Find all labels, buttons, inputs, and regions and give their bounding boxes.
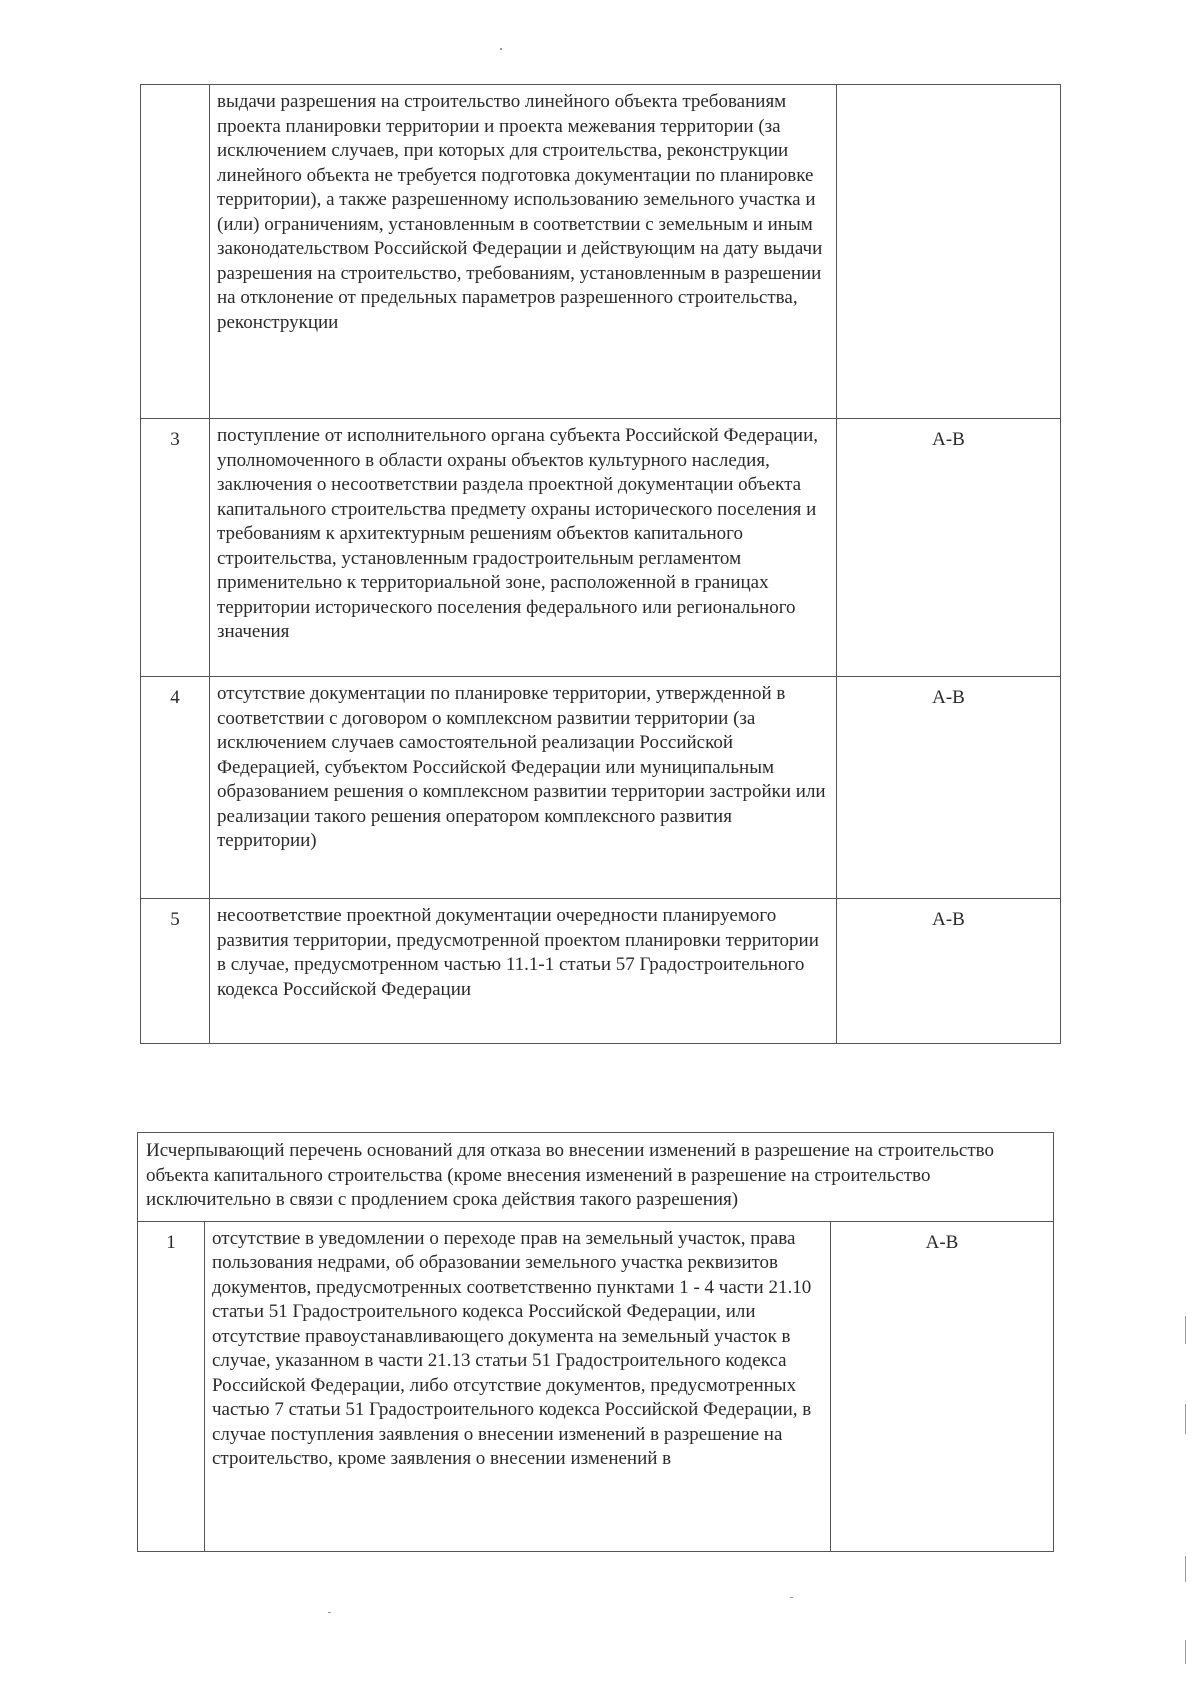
table-header: Исчерпывающий перечень оснований для отказа во внесении изменений в разрешение на строительство объекта капитального строительства (кроме внесения изменений в разрешение на строительство исключительно в связи с продлением срока действия такого разрешения) <box>138 1133 1054 1222</box>
scan-mark <box>328 1612 331 1613</box>
stage-code: А-В <box>837 677 1061 899</box>
scan-mark <box>1185 1404 1186 1434</box>
ground-text: отсутствие в уведомлении о переходе прав на земельный участок, права пользования недрами, об образовании земельного участка реквизитов документов, предусмотренных соответственно пунктами 1 - 4 части 21.10 статьи 51 Градостроительного кодекса Российской Федерации, или отсутствие правоустанавливающего документа на земельный участок в случае, указанном в части 21.13 статьи 51 Градостроительного кодекса Российской Федерации, либо отсутствие документов, предусмотренных частью 7 статьи 51 Градостроительного кодекса Российской Федерации, в случае поступления заявления о внесении изменений в разрешение на строительство, кроме заявления о внесении изменений в <box>205 1221 831 1551</box>
ground-text: выдачи разрешения на строительство линейного объекта требованиям проекта планировки территории и проекта межевания территории (за исключением случаев, при которых для строительства, реконструкции линейного объекта не требуется подготовка документации по планировке территории), а также разрешенному использованию земельного участка и (или) ограничениям, установленным в соответствии с земельным и иным законодательством Российской Федерации и действующим на дату выдачи разрешения на строительство, требованиям, установленным в разрешении на отклонение от предельных параметров разрешенного строительства, реконструкции <box>210 85 837 419</box>
table-row <box>138 1221 1054 1551</box>
scan-mark <box>1185 1556 1186 1582</box>
stage-code: А-В <box>831 1221 1054 1551</box>
row-number: 4 <box>141 677 210 899</box>
row-number: 3 <box>141 419 210 677</box>
table-row <box>141 419 1061 677</box>
amendment-refusal-table <box>137 1132 1054 1552</box>
ground-text: отсутствие документации по планировке территории, утвержденной в соответствии с договором о комплексном развитии территории (за исключением случаев самостоятельной реализации Российской Федерацией, субъектом Российской Федерации или муниципальным образованием решения о комплексном развитии территории застройки или реализации такого решения оператором комплексного развития территории) <box>210 677 837 899</box>
table-row <box>141 677 1061 899</box>
row-number: 1 <box>138 1221 205 1551</box>
table-header-row <box>138 1133 1054 1222</box>
scan-mark <box>790 1597 793 1598</box>
row-number: 5 <box>141 899 210 1044</box>
row-number <box>141 85 210 419</box>
grounds-table-continued <box>140 84 1061 1044</box>
scan-mark <box>1185 1316 1186 1344</box>
stage-code: А-В <box>837 419 1061 677</box>
ground-text: поступление от исполнительного органа субъекта Российской Федерации, уполномоченного в области охраны объектов культурного наследия, заключения о несоответствии раздела проектной документации объекта капитального строительства предмету охраны исторического поселения и требованиям к архитектурным решениям объектов капитального строительства, установленным градостроительным регламентом применительно к территориальной зоне, расположенной в границах территории исторического поселения федерального или регионального значения <box>210 419 837 677</box>
scan-mark <box>1185 1640 1186 1664</box>
table-row <box>141 85 1061 419</box>
scan-mark <box>500 48 502 50</box>
stage-code: А-В <box>837 899 1061 1044</box>
stage-code <box>837 85 1061 419</box>
ground-text: несоответствие проектной документации очередности планируемого развития территории, предусмотренной проектом планировки территории в случае, предусмотренном частью 11.1-1 статьи 57 Градостроительного кодекса Российской Федерации <box>210 899 837 1044</box>
table-row <box>141 899 1061 1044</box>
